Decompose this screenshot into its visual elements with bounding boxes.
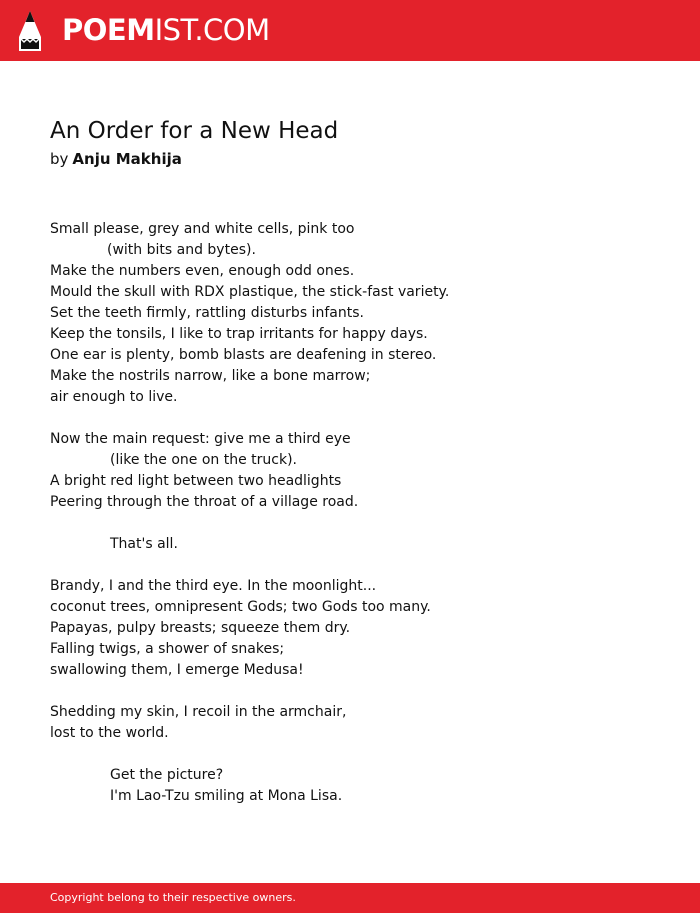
poem-line: Papayas, pulpy breasts; squeeze them dry. bbox=[50, 620, 351, 636]
pencil-logo-icon[interactable] bbox=[18, 10, 42, 52]
poem-line: (like the one on the truck). bbox=[110, 452, 297, 468]
poem-line: (with bits and bytes). bbox=[107, 242, 256, 258]
poem-line: Peering through the throat of a village road. bbox=[50, 494, 359, 510]
poem-blank-line bbox=[50, 408, 670, 429]
poem-blank-line bbox=[50, 513, 670, 534]
poem-line: lost to the world. bbox=[50, 725, 169, 741]
poem-line: I'm Lao-Tzu smiling at Mona Lisa. bbox=[110, 788, 343, 804]
site-header bbox=[0, 0, 700, 61]
poem-line: Set the teeth firmly, rattling disturbs infants. bbox=[50, 305, 364, 321]
logo-bold-text: POEM bbox=[62, 13, 155, 47]
poem-line: Get the picture? bbox=[110, 767, 224, 783]
poem-blank-line bbox=[50, 681, 670, 702]
poem-line: coconut trees, omnipresent Gods; two Gods too many. bbox=[50, 599, 431, 615]
poem-body bbox=[50, 219, 670, 807]
poem-line: That's all. bbox=[110, 536, 178, 552]
site-footer bbox=[0, 883, 700, 913]
poem-line: Keep the tonsils, I like to trap irritants for happy days. bbox=[50, 326, 428, 342]
poem-title: An Order for a New Head bbox=[50, 118, 339, 144]
poem-line: Falling twigs, a shower of snakes; bbox=[50, 641, 285, 657]
poem-line: air enough to live. bbox=[50, 389, 178, 405]
poem-line: Mould the skull with RDX plastique, the stick-fast variety. bbox=[50, 284, 450, 300]
poem-line: Make the nostrils narrow, like a bone marrow; bbox=[50, 368, 371, 384]
poem-line: swallowing them, I emerge Medusa! bbox=[50, 662, 304, 678]
poem-line: Make the numbers even, enough odd ones. bbox=[50, 263, 355, 279]
poem-line: Small please, grey and white cells, pink too bbox=[50, 221, 355, 237]
copyright-notice: Copyright belong to their respective owners. bbox=[50, 891, 296, 904]
byline bbox=[50, 148, 182, 170]
poem-line: One ear is plenty, bomb blasts are deafening in stereo. bbox=[50, 347, 437, 363]
poem-line: Shedding my skin, I recoil in the armchair, bbox=[50, 704, 347, 720]
poem-author: Anju Makhija bbox=[72, 150, 182, 168]
poem-blank-line bbox=[50, 744, 670, 765]
poem-line: Now the main request: give me a third eye bbox=[50, 431, 351, 447]
poem-line: A bright red light between two headlights bbox=[50, 473, 342, 489]
by-label: by bbox=[50, 150, 69, 168]
site-logo[interactable] bbox=[62, 12, 270, 48]
logo-light-text: IST.COM bbox=[154, 13, 270, 47]
poem-line: Brandy, I and the third eye. In the moonlight... bbox=[50, 578, 377, 594]
poem-blank-line bbox=[50, 555, 670, 576]
